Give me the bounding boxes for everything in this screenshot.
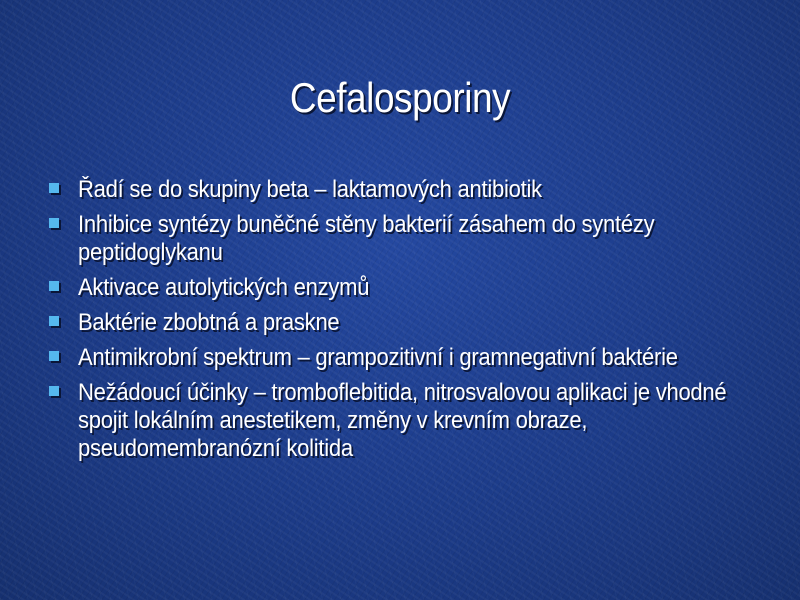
bullet-text: Inhibice syntézy buněčné stěny bakterií zásahem do syntézy peptidoglykanu	[78, 211, 655, 266]
square-bullet-icon	[49, 386, 59, 396]
bullet-text: Aktivace autolytických enzymů	[78, 274, 370, 301]
bullet-item	[48, 309, 748, 337]
bullet-text: Řadí se do skupiny beta – laktamových antibiotik	[78, 176, 542, 203]
square-bullet-icon	[49, 351, 59, 361]
bullet-text: Antimikrobní spektrum – grampozitivní i gramnegativní baktérie	[78, 344, 678, 371]
bullet-item	[48, 379, 748, 463]
bullet-item	[48, 274, 748, 302]
square-bullet-icon	[49, 183, 59, 193]
square-bullet-icon	[49, 218, 59, 228]
bullet-text: Nežádoucí účinky – tromboflebitida, nitrosvalovou aplikaci je vhodné spojit lokálním anestetikem, změny v krevním obraze, pseudomembranózní kolitida	[78, 379, 727, 462]
slide-title: Cefalosporiny	[289, 74, 511, 121]
square-bullet-icon	[49, 316, 59, 326]
bullet-item	[48, 176, 748, 204]
square-bullet-icon	[49, 281, 59, 291]
bullet-item	[48, 211, 748, 267]
bullet-item	[48, 344, 748, 372]
bullet-list	[48, 176, 748, 470]
bullet-text: Baktérie zbobtná a praskne	[78, 309, 340, 336]
